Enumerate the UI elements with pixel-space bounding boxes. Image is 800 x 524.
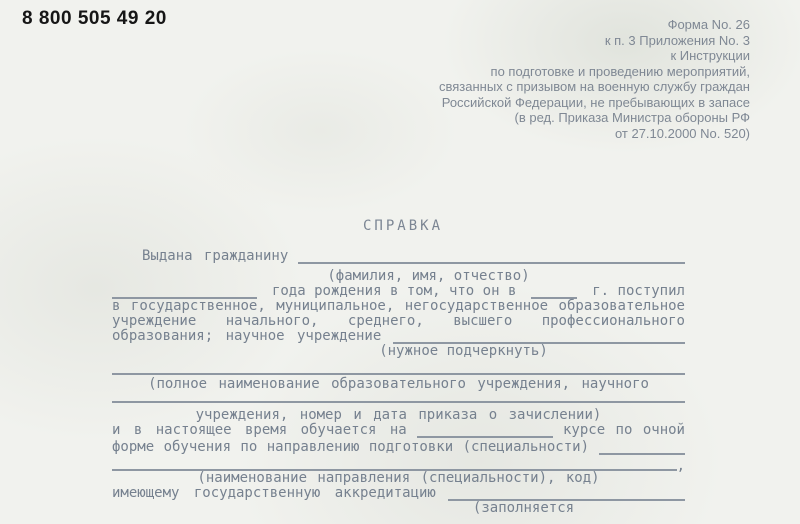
caption-institution-name-2: учреждения, номер и дата приказа о зачислении) [195, 407, 602, 423]
enrolled-text: г. поступил [592, 283, 685, 299]
accreditation-blank-field [448, 487, 685, 501]
caption-underline-applicable: (нужное подчеркнуть) [379, 343, 548, 359]
caption-filled-in: (заполняется [472, 500, 575, 516]
header-line-preparation: по подготовке и проведению мероприятий, [490, 63, 750, 79]
birth-year-line [112, 284, 685, 299]
current-study-line [112, 423, 685, 438]
trailing-comma: , [676, 458, 685, 474]
institution-type-line-2: учреждение начального, среднего, высшего профессионального [112, 313, 685, 329]
course-number-blank-field [417, 424, 553, 438]
header-line-appendix: к п. 3 Приложения No. 3 [604, 32, 750, 48]
header-line-federation: Российской Федерации, не пребывающих в запасе [441, 94, 750, 110]
accreditation-line [112, 486, 685, 501]
institution-type-line-1: в государственное, муниципальное, негосударственное образовательное [112, 298, 685, 314]
document-title: СПРАВКА [363, 218, 444, 234]
issued-to-line [112, 249, 685, 264]
caption-speciality-code: (наименование направления (специальности), код) [197, 470, 600, 486]
birth-year-blank-field [112, 285, 257, 299]
enrollment-year-blank-field [531, 285, 577, 299]
scientific-institution-blank-field [393, 330, 685, 344]
full-name-blank-field [298, 250, 685, 264]
phone-number: 8 800 505 49 20 [22, 8, 167, 29]
certificate-body [112, 249, 685, 516]
accreditation-label: имеющему государственную аккредитацию [112, 485, 436, 501]
study-form-label: форме обучения по направлению подготовки (специальности) [112, 439, 590, 455]
speciality-blank-field [112, 457, 677, 471]
birth-year-text: года рождения в том, что он в [271, 283, 517, 299]
form-header [439, 17, 750, 141]
header-line-form-number: Форма No. 26 [667, 17, 750, 32]
study-form-line [112, 440, 685, 455]
issued-to-label: Выдана гражданину [142, 248, 289, 264]
institution-type-line-3 [112, 329, 685, 344]
full-time-course-label: курсе по очной [562, 422, 685, 438]
caption-full-name: (фамилия, имя, отчество) [327, 268, 530, 284]
caption-institution-name-1: (полное наименование образовательного учреждения, научного [148, 376, 649, 392]
enrollment-order-blank-field [112, 392, 685, 403]
header-line-conscription: связанных с призывом на военную службу граждан [439, 79, 750, 94]
scientific-institution-label: образования; научное учреждение [112, 328, 382, 344]
speciality-blank-field-start [599, 441, 685, 455]
studying-at-label: и в настоящее время обучается на [112, 422, 407, 438]
header-line-edict-date: от 27.10.2000 No. 520) [614, 125, 750, 141]
institution-name-blank-field [112, 365, 685, 375]
header-line-edict: (в ред. Приказа Министра обороны РФ [514, 110, 750, 125]
header-line-instruction: к Инструкции [670, 48, 750, 63]
